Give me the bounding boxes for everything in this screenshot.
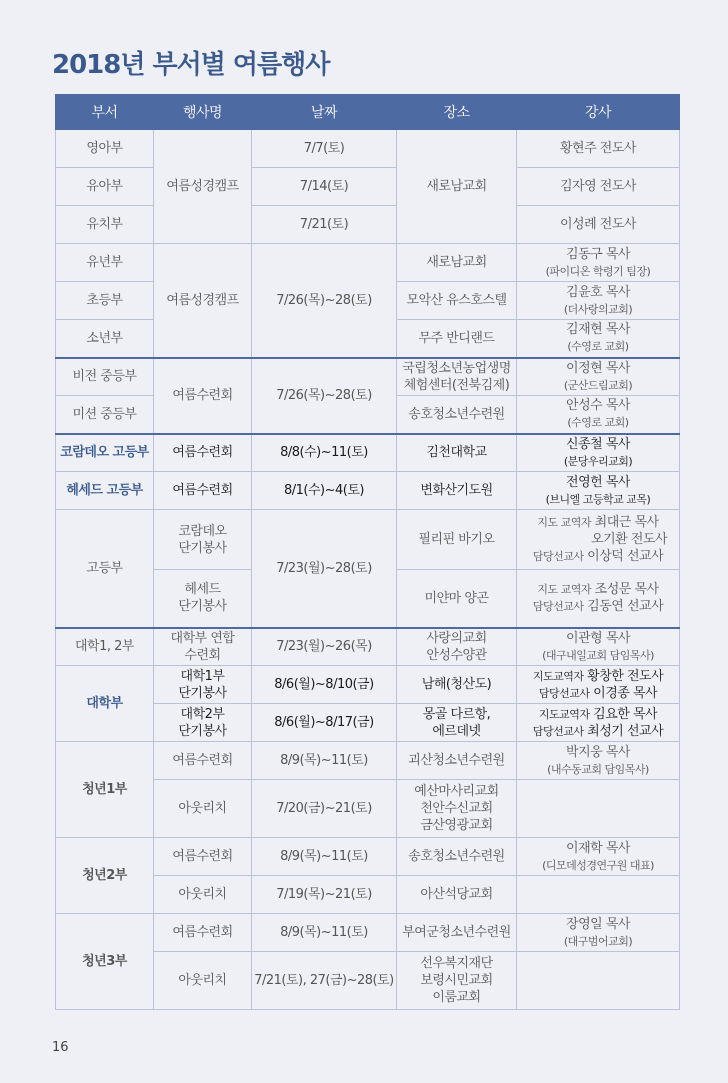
table-row [56, 914, 680, 952]
lecturer-cell [517, 358, 680, 396]
summer-events-table [55, 94, 680, 1010]
table-row [56, 510, 680, 570]
date-cell: 7/23(월)~28(토) [252, 510, 397, 628]
event-line: 단기봉사 [178, 723, 227, 739]
lecturer-name: 김동구 목사 [566, 246, 630, 262]
dept-cell: 헤세드 고등부 [56, 472, 154, 510]
lecturer-name: 장영일 목사 [566, 916, 630, 932]
place-cell: 미얀마 양곤 [397, 570, 517, 628]
date-cell: 7/26(목)~28(토) [252, 358, 397, 434]
lecturer-note: (브니엘 고등학교 교목) [545, 492, 651, 506]
place-line: 보령시민교회 [420, 973, 493, 988]
event-cell: 아웃리치 [154, 876, 252, 914]
event-cell: 여름성경캠프 [154, 244, 252, 358]
dept-cell: 유년부 [56, 244, 154, 282]
date-cell: 8/9(목)~11(토) [252, 838, 397, 876]
lecturer-role: 담당선교사 [538, 686, 590, 700]
lecturer-name: 안성수 목사 [566, 398, 630, 414]
table-row [56, 742, 680, 780]
lecturer-name: 이정현 목사 [566, 360, 630, 376]
table-row [56, 666, 680, 704]
event-cell: 여름수련회 [154, 914, 252, 952]
date-cell: 7/14(토) [252, 168, 397, 206]
place-line: 천안수신교회 [420, 801, 493, 816]
lecturer-name: 최성기 선교사 [587, 723, 664, 739]
lecturer-name: 이경종 목사 [593, 685, 658, 701]
lecturer-cell: 이성례 전도사 [517, 206, 680, 244]
lecturer-role: 지도교역자 [538, 707, 590, 721]
date-cell: 7/26(목)~28(토) [252, 244, 397, 358]
dept-cell: 미션 중등부 [56, 396, 154, 434]
place-cell: 필리핀 바기오 [397, 510, 517, 570]
lecturer-cell [517, 320, 680, 358]
event-cell: 여름수련회 [154, 434, 252, 472]
lecturer-role: 담당선교사 [532, 724, 584, 738]
lecturer-name: 신종철 목사 [566, 436, 630, 452]
place-cell: 새로남교회 [397, 244, 517, 282]
lecturer-name: 김윤호 목사 [566, 284, 630, 300]
lecturer-note: (더사랑의교회) [563, 302, 633, 316]
date-cell: 7/23(월)~26(목) [252, 628, 397, 666]
date-cell: 8/1(수)~4(토) [252, 472, 397, 510]
table-row [56, 130, 680, 168]
lecturer-note: (수영로 교회) [567, 340, 629, 354]
place-cell [397, 780, 517, 838]
header-date: 날짜 [252, 95, 397, 130]
date-cell: 8/8(수)~11(토) [252, 434, 397, 472]
place-cell: 괴산청소년수련원 [397, 742, 517, 780]
lecturer-cell [517, 510, 680, 570]
dept-cell: 고등부 [56, 510, 154, 628]
place-cell [397, 358, 517, 396]
event-cell: 여름수련회 [154, 358, 252, 434]
header-dept: 부서 [56, 95, 154, 130]
place-cell: 무주 반디랜드 [397, 320, 517, 358]
dept-cell: 유치부 [56, 206, 154, 244]
lecturer-name: 김요한 목사 [593, 706, 658, 722]
place-cell: 새로남교회 [397, 130, 517, 244]
date-cell: 7/19(목)~21(토) [252, 876, 397, 914]
place-line: 에르데넷 [432, 723, 481, 739]
dept-cell: 청년2부 [56, 838, 154, 914]
place-cell: 남해(청산도) [397, 666, 517, 704]
dept-cell: 코람데오 고등부 [56, 434, 154, 472]
event-cell: 여름수련회 [154, 742, 252, 780]
lecturer-role: 담당선교사 [532, 550, 584, 563]
lecturer-cell [517, 780, 680, 838]
lecturer-note: (군산드림교회) [563, 378, 633, 392]
table-row [56, 358, 680, 396]
place-line: 사랑의교회 [426, 630, 487, 646]
lecturer-cell [517, 434, 680, 472]
lecturer-cell [517, 838, 680, 876]
place-line: 선우복지재단 [420, 956, 493, 971]
event-cell [154, 510, 252, 570]
lecturer-name: 이재학 목사 [566, 840, 630, 856]
lecturer-note: (디모데성경연구원 대표) [542, 858, 654, 872]
date-cell: 7/21(토), 27(금)~28(토) [252, 952, 397, 1010]
dept-cell: 영아부 [56, 130, 154, 168]
place-cell [397, 628, 517, 666]
place-cell: 아산석당교회 [397, 876, 517, 914]
event-cell [154, 666, 252, 704]
lecturer-note: (분당우리교회) [563, 454, 633, 468]
table-row [56, 168, 680, 206]
lecturer-name: 이관형 목사 [566, 630, 630, 646]
lecturer-cell [517, 952, 680, 1010]
table-row [56, 838, 680, 876]
dept-cell: 청년1부 [56, 742, 154, 838]
date-cell: 7/20(금)~21(토) [252, 780, 397, 838]
place-cell: 부여군청소년수련원 [397, 914, 517, 952]
lecturer-cell [517, 570, 680, 628]
event-line: 수련회 [184, 647, 221, 663]
event-cell: 아웃리치 [154, 780, 252, 838]
place-cell: 송호청소년수련원 [397, 838, 517, 876]
event-line: 단기봉사 [178, 685, 227, 701]
lecturer-role: 담당선교사 [532, 600, 584, 614]
event-line: 헤세드 [184, 582, 221, 598]
table-row [56, 472, 680, 510]
lecturer-note: (대구내일교회 담임목사) [542, 648, 654, 662]
lecturer-name: 전영헌 목사 [566, 474, 630, 490]
lecturer-note: (수영로 교회) [567, 416, 629, 430]
lecturer-name: 박지웅 목사 [566, 744, 630, 760]
event-line: 단기봉사 [178, 599, 227, 615]
event-cell [154, 704, 252, 742]
lecturer-note: (대구범어교회) [563, 934, 633, 948]
lecturer-cell [517, 914, 680, 952]
event-cell: 여름수련회 [154, 472, 252, 510]
date-cell: 7/7(토) [252, 130, 397, 168]
place-line: 이룸교회 [432, 990, 481, 1005]
dept-cell: 비전 중등부 [56, 358, 154, 396]
event-line: 대학2부 [180, 706, 225, 722]
event-cell [154, 570, 252, 628]
event-line: 단기봉사 [178, 540, 227, 556]
date-cell: 8/9(목)~11(토) [252, 914, 397, 952]
header-event: 행사명 [154, 95, 252, 130]
table-row [56, 244, 680, 282]
lecturer-cell [517, 742, 680, 780]
event-cell: 여름수련회 [154, 838, 252, 876]
lecturer-name: 황창한 전도사 [587, 668, 664, 684]
lecturer-cell [517, 472, 680, 510]
lecturer-name: 김재현 목사 [566, 322, 630, 338]
place-cell [397, 952, 517, 1010]
lecturer-cell: 김자영 전도사 [517, 168, 680, 206]
lecturer-role: 지도 교역자 [537, 516, 592, 529]
lecturer-name: 김동연 선교사 [587, 599, 664, 615]
dept-cell: 초등부 [56, 282, 154, 320]
place-line: 금산영광교회 [420, 818, 493, 833]
lecturer-name: 최대근 목사 [594, 515, 659, 530]
lecturer-note: (내수동교회 담임목사) [547, 762, 649, 776]
header-place: 장소 [397, 95, 517, 130]
dept-cell: 소년부 [56, 320, 154, 358]
dept-cell: 유아부 [56, 168, 154, 206]
dept-cell: 대학1, 2부 [56, 628, 154, 666]
date-cell: 8/6(월)~8/17(금) [252, 704, 397, 742]
table-row [56, 206, 680, 244]
place-cell: 변화산기도원 [397, 472, 517, 510]
place-cell: 김천대학교 [397, 434, 517, 472]
lecturer-cell [517, 876, 680, 914]
header-lecturer: 강사 [517, 95, 680, 130]
place-cell: 송호청소년수련원 [397, 396, 517, 434]
place-line: 예산마사리교회 [414, 784, 499, 799]
lecturer-role: 지도 교역자 [537, 583, 592, 597]
dept-cell: 대학부 [56, 666, 154, 742]
event-line: 대학부 연합 [170, 630, 235, 646]
place-line: 안성수양관 [426, 647, 487, 663]
date-cell: 8/9(목)~11(토) [252, 742, 397, 780]
event-line: 코람데오 [178, 523, 227, 539]
dept-cell: 청년3부 [56, 914, 154, 1010]
lecturer-cell: 황현주 전도사 [517, 130, 680, 168]
page-title: 2018년 부서별 여름행사 [52, 50, 330, 80]
place-cell [397, 704, 517, 742]
event-cell: 여름성경캠프 [154, 130, 252, 244]
event-cell: 아웃리치 [154, 952, 252, 1010]
lecturer-role: 지도교역자 [532, 669, 584, 683]
table-header-row [56, 95, 680, 130]
lecturer-cell [517, 244, 680, 282]
place-line: 국립청소년농업생명 [402, 360, 511, 376]
lecturer-name: 조성문 목사 [594, 582, 659, 598]
lecturer-cell [517, 628, 680, 666]
date-cell: 7/21(토) [252, 206, 397, 244]
place-line: 몽골 다르항, [422, 706, 491, 722]
lecturer-cell [517, 666, 680, 704]
event-line: 대학1부 [180, 668, 225, 684]
lecturer-cell [517, 396, 680, 434]
lecturer-name: 이상덕 선교사 [587, 549, 664, 564]
lecturer-cell [517, 704, 680, 742]
lecturer-cell [517, 282, 680, 320]
event-cell [154, 628, 252, 666]
place-cell: 모악산 유스호스텔 [397, 282, 517, 320]
place-line: 체험센터(전북김제) [403, 377, 510, 393]
date-cell: 8/6(월)~8/10(금) [252, 666, 397, 704]
page-number: 16 [52, 1040, 69, 1055]
table-row [56, 628, 680, 666]
lecturer-name: 오기환 전도사 [591, 532, 667, 547]
lecturer-note: (파이디온 학령기 팀장) [545, 264, 651, 278]
table-row [56, 434, 680, 472]
